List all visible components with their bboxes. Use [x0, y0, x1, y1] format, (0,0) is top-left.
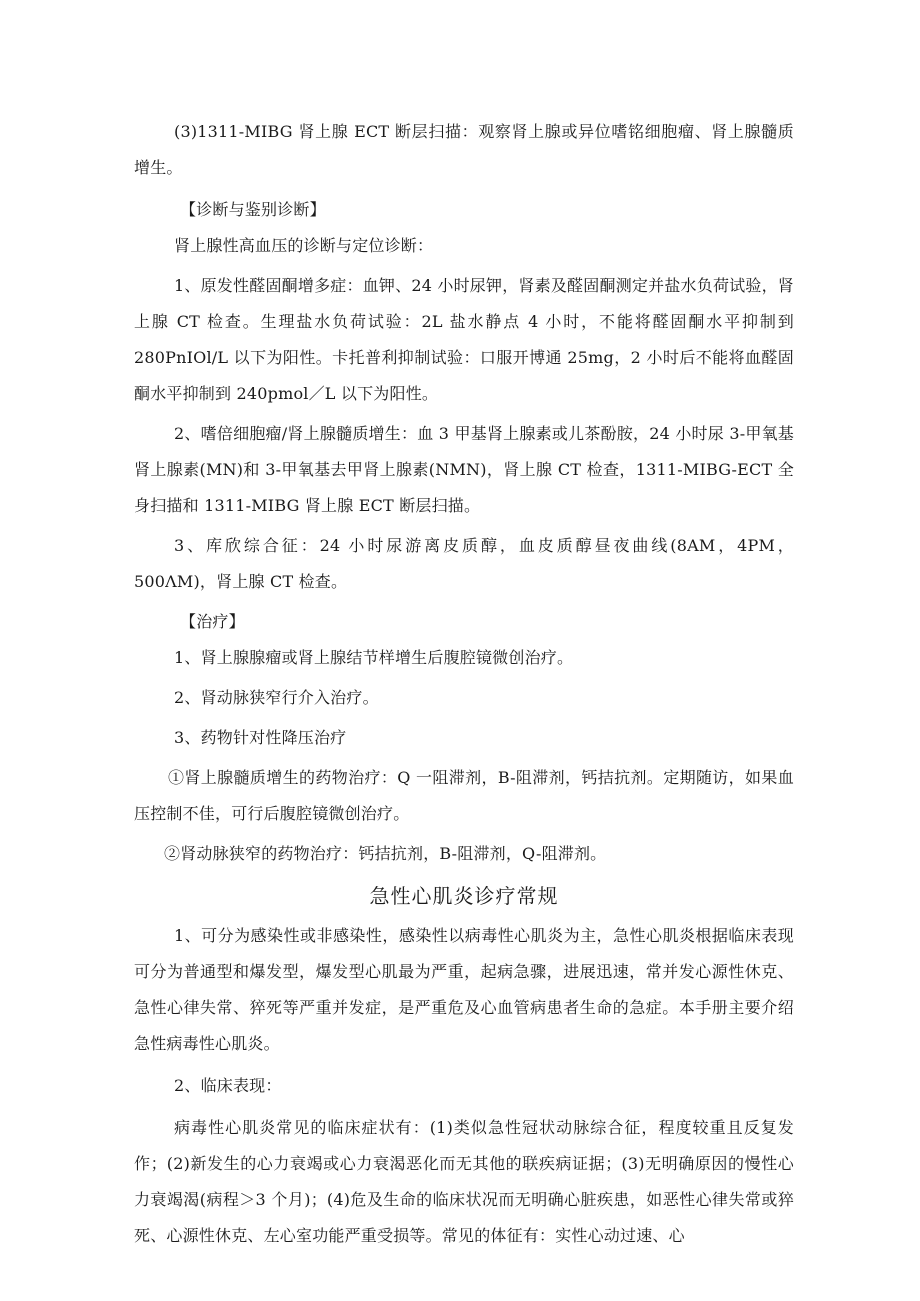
- paragraph-treatment-3: 3、药物针对性降压治疗: [174, 728, 347, 747]
- section-title-myocarditis: 急性心肌炎诊疗常规: [369, 884, 559, 908]
- paragraph-treatment-2: 2、肾动脉狭窄行介入治疗。: [174, 688, 379, 707]
- paragraph-treatment-1: 1、肾上腺腺瘤或肾上腺结节样增生后腹腔镜微创治疗。: [174, 648, 574, 667]
- document-body: [134, 114, 794, 1254]
- heading-diagnosis: 【诊断与鉴别诊断】: [180, 200, 326, 219]
- paragraph-diagnosis-aldosteronism: 1、原发性醛固酮增多症：血钾、24 小时尿钾，肾素及醛固酮测定并盐水负荷试验，肾上腺 CT 检查。生理盐水负荷试验：2L 盐水静点 4 小时，不能将醛固酮水平抑制到 280PnIOl/L 以下为阳性。卡托普利抑制试验：口服开博通 25mg，2 小时后不能将血醛固酮水平抑制到 240pmol／L 以下为阳性。: [134, 276, 794, 403]
- paragraph-diagnosis-pheochromocytoma: 2、嗜倍细胞瘤/肾上腺髓质增生：血 3 甲基肾上腺素或儿茶酚胺，24 小时尿 3-甲氧基肾上腺素(MN)和 3-甲氧基去甲肾上腺素(NMN)，肾上腺 CT 检查，1311-MIBG-ECT 全身扫描和 1311-MIBG 肾上腺 ECT 断层扫描。: [134, 424, 794, 515]
- paragraph-treatment-3b: ②肾动脉狭窄的药物治疗：钙拮抗剂，B-阻滞剂，Q-阻滞剂。: [164, 844, 607, 863]
- paragraph-diagnosis-cushing: 3、库欣综合征：24 小时尿游离皮质醇，血皮质醇昼夜曲线(8AM，4PM，500ΛM)，肾上腺 CT 检查。: [134, 536, 794, 591]
- paragraph-treatment-3a: ①肾上腺髓质增生的药物治疗：Q 一阻滞剂，B-阻滞剂，钙拮抗剂。定期随访，如果血压控制不佳，可行后腹腔镜微创治疗。: [134, 768, 794, 823]
- paragraph-diagnosis-intro: 肾上腺性高血压的诊断与定位诊断：: [174, 236, 434, 255]
- paragraph-myocarditis-3: 病毒性心肌炎常见的临床症状有：(1)类似急性冠状动脉综合征，程度较重且反复发作；(2)新发生的心力衰竭或心力衰渴恶化而无其他的联疾病证据；(3)无明确原因的慢性心力衰竭渴(病程＞3 个月)；(4)危及生命的临床状况而无明确心脏疾患，如恶性心律失常或猝死、心源性休克、左心室功能严重受损等。常见的体征有：实性心动过速、心: [134, 1118, 794, 1245]
- heading-treatment: 【治疗】: [180, 612, 245, 631]
- paragraph-myocarditis-1: 1、可分为感染性或非感染性，感染性以病毒性心肌炎为主，急性心肌炎根据临床表现可分为普通型和爆发型，爆发型心肌最为严重，起病急骤，进展迅速，常并发心源性休克、急性心律失常、猝死等严重并发症，是严重危及心血管病患者生命的急症。本手册主要介绍急性病毒性心肌炎。: [134, 926, 794, 1053]
- paragraph-mibg-scan: (3)1311-MIBG 肾上腺 ECT 断层扫描：观察肾上腺或异位嗜铭细胞瘤、肾上腺髓质增生。: [134, 122, 794, 177]
- paragraph-myocarditis-2: 2、临床表现：: [174, 1076, 282, 1095]
